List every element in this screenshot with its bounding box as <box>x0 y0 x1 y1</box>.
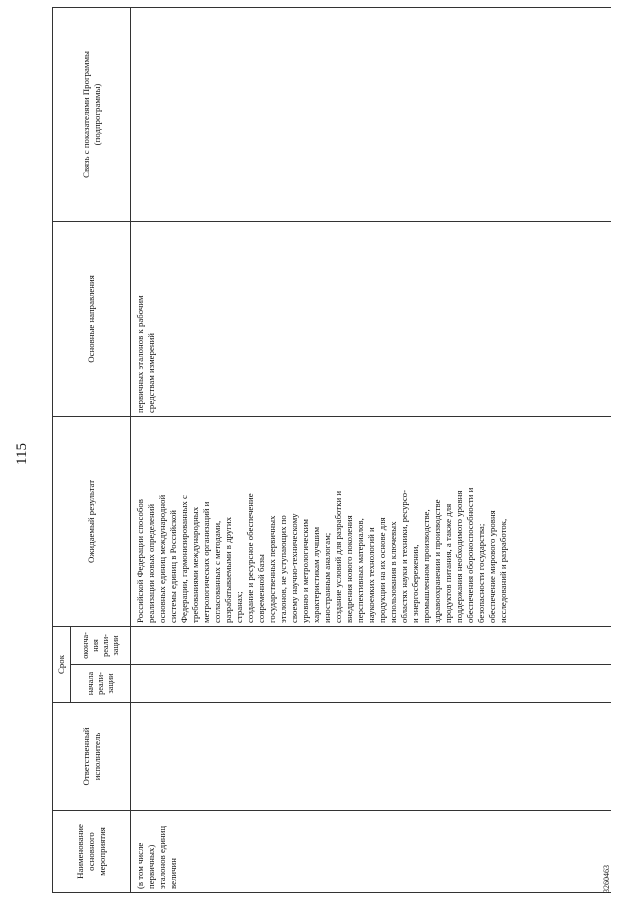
header-name: Наименование основного мероприятия <box>53 811 131 893</box>
header-result: Ожидаемый результат <box>53 416 131 626</box>
table-row <box>131 7 611 892</box>
header-link: Связь с показателями Программы (подпрограммы) <box>53 7 131 221</box>
header-directions: Основные направления <box>53 221 131 416</box>
header-term-end: оконча- ния реали- зации <box>71 626 131 664</box>
cell-result: Российской Федерации способов реализации новых определений основных единиц международной системы единиц в Российской Федерации, гармонизированных с требованиями международных метрологических организаций и согласованных с методами, разрабатываемыми в других странах; создание и ресурсное обеспечение современной базы государственных первичных эталонов, не уступающих по своему научно-техническому уровню и метрологическим характеристикам лучшим иностранным аналогам; создание условий для разработки и внедрения нового поколения перспективных материалов, наукоемких технологий и продукции на их основе для использования в ключевых областях науки и техники, ресурсо- и энергосбережении, промышленном производстве, здравоохранении и производстве продуктов питания, а также для поддержания необходимого уровня обеспечения обороноспособности и безопасности государства; обеспечение мирового уровня исследований и разработок, <box>131 416 611 626</box>
header-term: Срок <box>53 626 71 702</box>
measures-table <box>52 7 611 893</box>
header-term-start: начала реали- зации <box>71 665 131 703</box>
cell-directions: первичных эталонов к рабочим средствам измерений <box>131 221 611 416</box>
page-number: 115 <box>14 443 30 465</box>
cell-link <box>131 7 611 221</box>
header-responsible: Ответственный исполнитель <box>53 703 131 811</box>
cell-term-start <box>131 665 611 703</box>
cell-responsible <box>131 703 611 811</box>
cell-name: (в том числе первичных) эталонов единиц величин <box>131 811 611 893</box>
document-code: 3260463 <box>602 865 611 893</box>
cell-term-end <box>131 626 611 664</box>
